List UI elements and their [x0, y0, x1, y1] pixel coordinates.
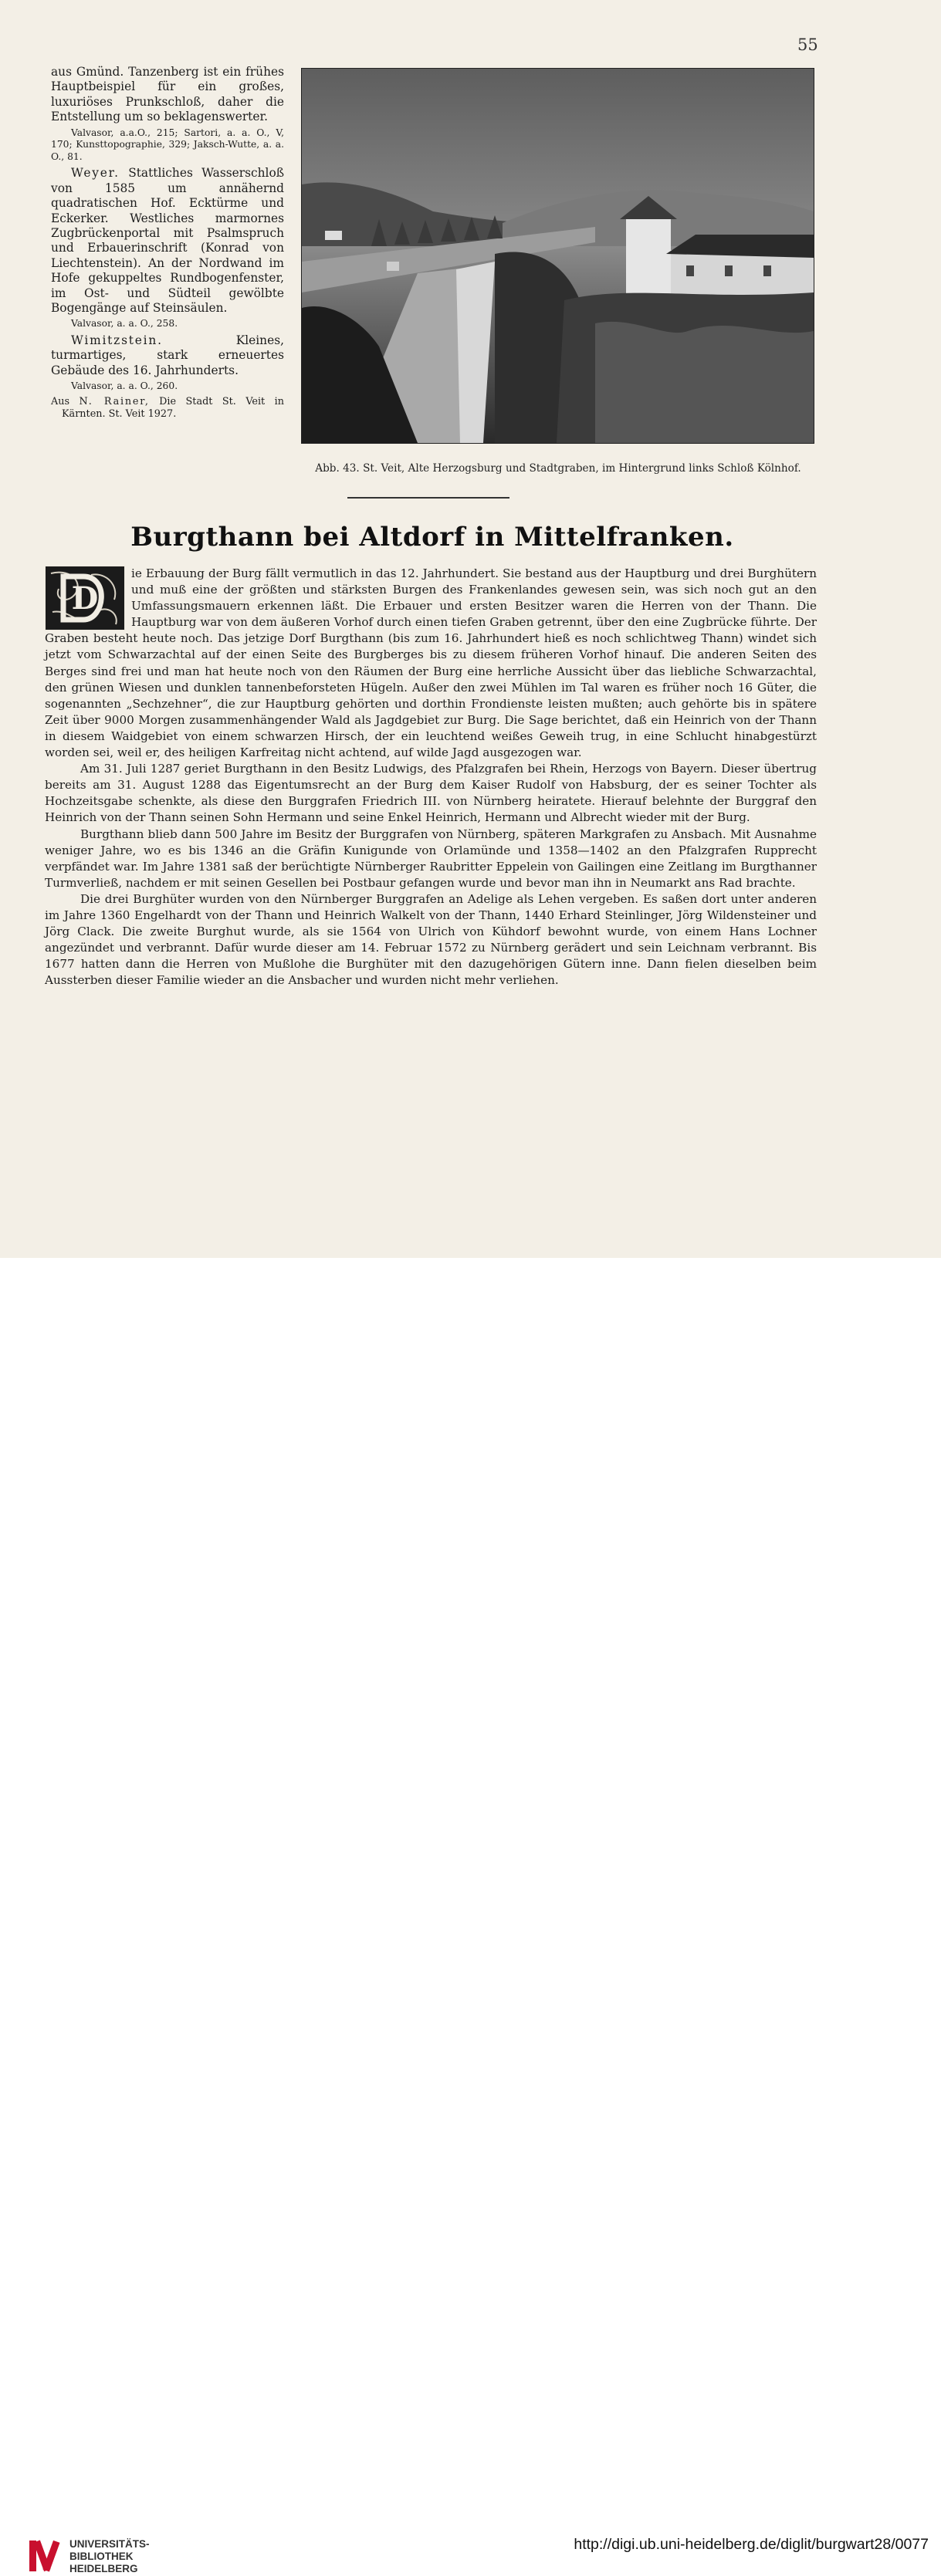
left-paragraph-3 — [51, 333, 284, 378]
article-title: Burgthann bei Altdorf in Mittelfranken. — [130, 522, 734, 553]
entry-name-wimitzstein: Wimitzstein. — [71, 333, 163, 348]
section-divider — [347, 497, 509, 499]
ornamental-initial-d-icon — [45, 566, 125, 630]
photo-illustration — [302, 69, 814, 443]
photo-caption: Abb. 43. St. Veit, Alte Herzogsburg und Stadtgraben, im Hintergrund links Schloß Kölnhof. — [315, 462, 801, 475]
entry-text-wimitzstein: Kleines, turmartiges, stark erneuertes Gebäude des 16. Jahrhunderts. — [51, 333, 284, 377]
left-reference-2: Valvasor, a. a. O., 258. — [71, 318, 178, 330]
article-paragraph-4: Die drei Burghüter wurden von den Nürnberger Burggrafen an Adelige als Lehen vergeben. Es saßen dort unter anderen im Jahre 1360 Engelhardt von der Thann und Heinrich Walkelt von der Thann, 1440 Erhard Steinlinger, Jörg Wildensteiner und Jörg Clack. Die zweite Burghut wurde, als sie 1564 von Ulrich von Kühdorf bewohnt wurde, von einem Hans Lochner angezündet und verbrannt. Dafür wurde dieser am 14. Februar 1572 zu Nürnberg gerädert und sein Leichnam verbrannt. Bis 1677 hatten dann die Herren von Mußlohe die Burghüter mit den dazugehörigen Gütern inne. Dann fielen dieselben beim Aussterben dieser Familie wieder an die Ansbacher und wurden nicht mehr verliehen. — [45, 891, 817, 988]
svg-text:D: D — [71, 580, 99, 617]
scanned-page — [0, 0, 941, 1258]
photo-source-note: Aus N. Rainer, Die Stadt St. Veit in Kärnten. St. Veit 1927. — [51, 395, 284, 420]
left-reference-1: Valvasor, a.a.O., 215; Sartori, a. a. O., V, 170; Kunsttopographie, 329; Jaksch-Wutte, a. a. O., 81. — [51, 127, 284, 162]
article-body — [45, 566, 817, 989]
left-paragraph-2 — [51, 166, 284, 316]
source-author: N. Rainer, — [79, 395, 150, 407]
left-reference-3: Valvasor, a. a. O., 260. — [71, 380, 178, 392]
photo-st-veit — [301, 68, 814, 444]
article-paragraph-2: Am 31. Juli 1287 geriet Burgthann in den Besitz Ludwigs, des Pfalzgrafen bei Rhein, Herzogs von Bayern. Dieser übertrug bereits am 31. August 1288 das Eigentumsrecht an der Burg dem Kaiser Rudolf von Habsburg, der es seiner Tochter als Hochzeitsgabe schenkte, als diese den Burggrafen Friedrich III. von Nürnberg heiratete. Hierauf belehnte der Burggraf den Heinrich von der Thann seinen Sohn Hermann und seine Enkel Heinrich, Hermann und Albrecht wieder mit der Burg. — [45, 762, 817, 825]
source-url-link[interactable]: http://digi.ub.uni-heidelberg.de/diglit/burgwart28/0077 — [574, 2536, 929, 2553]
library-name: UNIVERSITÄTS- BIBLIOTHEK HEIDELBERG — [69, 2538, 150, 2574]
entry-name-weyer: Weyer. — [71, 166, 120, 181]
article-paragraph-1: ie Erbauung der Burg fällt vermutlich in das 12. Jahrhundert. Sie bestand aus der Hauptburg und drei Burghütern und muß eine der größten und stärksten Burgen des Frankenlandes gewesen sein, was sich noch gut an den Umfassungsmauern erkennen läßt. Die Erbauer und ersten Besitzer waren die Herren von der Thann. Die Hauptburg war von dem äußeren Vorhof durch einen tiefen Graben getrennt, über den eine Zugbrücke führte. Der Graben besteht heute noch. Das jetzige Dorf Burgthann (bis zum 16. Jahrhundert hieß es noch schlichtweg Thann) windet sich jetzt vom Schwarzachtal auf der einen Seite des Burgberges bis zu diesem früheren Vorhof hinauf. Die anderen Seiten des Berges sind frei und man hat heute noch von den Räumen der Burg eine herrliche Aussicht über das liebliche Schwarzachtal, den grünen Wiesen und dunklen tannenbeforsteten Hügeln. Außer den zwei Mühlen im Tal waren es früher noch 16 Güter, die sogenannten „Sechzehner“, die zur Hauptburg gehörten und dorthin Frondienste leisten mußten; auch gehörte bis in spätere Zeit über 9000 Morgen zusammenhängender Wald als Jagdgebiet zur Burg. Die Sage berichtet, daß ein Heinrich von der Thann in diesem Waidgebiet von einem schwarzen Hirsch, der ein leuchtend weißes Geweih trug, in eine Schlucht hinabgestürzt worden sei, weil er, des heiligen Karfreitag nicht achtend, auf wilde Jagd ausgezogen war. — [45, 566, 817, 760]
decorated-initial-letter — [45, 566, 125, 630]
page-number: 55 — [797, 35, 818, 54]
entry-text-weyer: Stattliches Wasserschloß von 1585 um annähernd quadratischen Hof. Ecktürme und Eckerker. Westliches marmornes Zugbrückenportal mit Psalmspruch und Erbauerinschrift (Konrad von Liechtenstein). An der Nordwand im Hofe gekuppeltes Rundbogenfenster, im Ost- und Südteil gewölbte Bogengänge auf Steinsäulen. — [51, 166, 284, 316]
article-paragraph-3: Burgthann blieb dann 500 Jahre im Besitz der Burggrafen von Nürnberg, späteren Markgrafen zu Ansbach. Mit Ausnahme weniger Jahre, wo es bis 1346 an die Gräfin Kunigunde von Orlamünde und 1358—1402 an den Pfalzgrafen Rupprecht verpfändet war. Im Jahre 1381 saß der berüchtigte Nürnberger Raubritter Eppelein von Gailingen eine Zeitlang im Burgthanner Turmverließ, nachdem er mit seinen Gesellen bei Postbaur gefangen wurde und bevor man ihn in Neumarkt ans Rad brachte. — [45, 827, 817, 890]
left-paragraph-1: aus Gmünd. Tanzenberg ist ein frühes Hauptbeispiel für ein großes, luxuriöses Prunkschloß, daher die Entstellung um so beklagenswerter. — [51, 65, 284, 124]
library-logo-icon — [26, 2536, 61, 2576]
digitization-footer — [0, 1258, 941, 2574]
left-column-text — [51, 65, 284, 421]
